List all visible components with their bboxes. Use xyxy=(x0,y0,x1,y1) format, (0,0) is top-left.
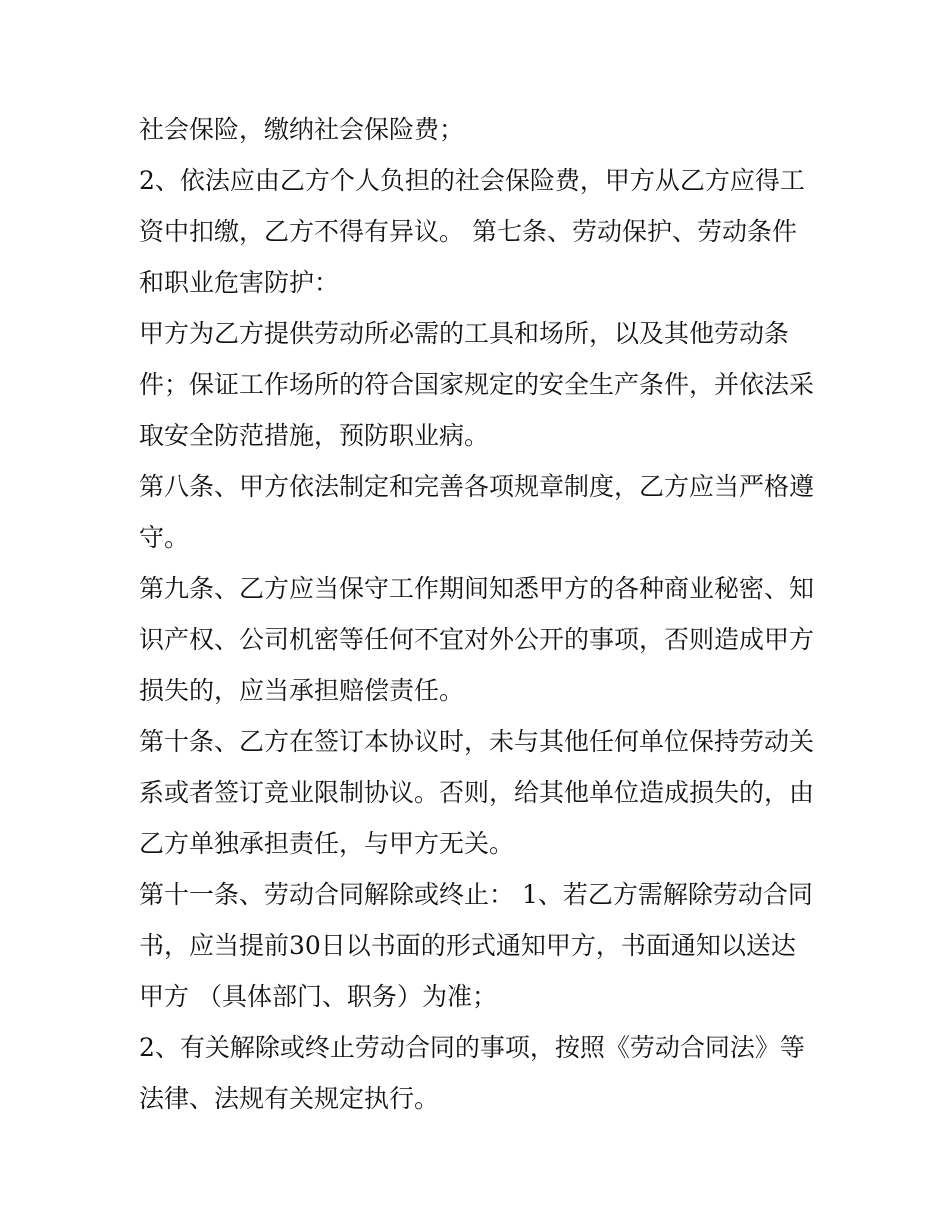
text-line: 件；保证工作场所的符合国家规定的安全生产条件，并依法采 xyxy=(139,370,815,399)
paragraph-insurance-deduction xyxy=(139,155,819,308)
text-line: 第八条、甲方依法制定和完善各项规章制度，乙方应当严格遵 xyxy=(139,472,815,501)
text-line: 社会保险，缴纳社会保险费； xyxy=(139,115,465,144)
text-line: 2、有关解除或终止劳动合同的事项，按照《劳动合同法》等 xyxy=(139,1033,805,1062)
text-line: 甲方为乙方提供劳动所必需的工具和场所，以及其他劳动条 xyxy=(139,319,790,348)
paragraph-article-8 xyxy=(139,461,819,563)
text-line: 和职业危害防护： xyxy=(139,268,340,297)
text-line: 守。 xyxy=(139,523,190,552)
paragraph-labor-conditions xyxy=(139,308,819,461)
text-line: 第十条、乙方在签订本协议时，未与其他任何单位保持劳动关 xyxy=(139,727,815,756)
document-body xyxy=(139,104,819,1124)
paragraph-social-insurance-tail xyxy=(139,104,819,155)
paragraph-termination-rules xyxy=(139,1022,819,1124)
text-line: 甲方 （具体部门、职务）为准； xyxy=(139,982,497,1011)
paragraph-article-10 xyxy=(139,716,819,869)
text-line: 系或者签订竞业限制协议。否则，给其他单位造成损失的，由 xyxy=(139,778,815,807)
text-line: 法律、法规有关规定执行。 xyxy=(139,1084,440,1113)
text-line: 第十一条、劳动合同解除或终止： 1、若乙方需解除劳动合同 xyxy=(139,880,813,909)
text-line: 书，应当提前30日以书面的形式通知甲方，书面通知以送达 xyxy=(139,931,796,960)
text-line: 资中扣缴，乙方不得有异议。 第七条、劳动保护、劳动条件 xyxy=(139,217,797,246)
text-line: 乙方单独承担责任，与甲方无关。 xyxy=(139,829,515,858)
text-line: 识产权、公司机密等任何不宜对外公开的事项，否则造成甲方 xyxy=(139,625,815,654)
text-line: 取安全防范措施，预防职业病。 xyxy=(139,421,490,450)
paragraph-article-9 xyxy=(139,563,819,716)
text-line: 第九条、乙方应当保守工作期间知悉甲方的各种商业秘密、知 xyxy=(139,574,815,603)
text-line: 损失的，应当承担赔偿责任。 xyxy=(139,676,465,705)
paragraph-article-11 xyxy=(139,869,819,1022)
text-line: 2、依法应由乙方个人负担的社会保险费，甲方从乙方应得工 xyxy=(139,166,805,195)
